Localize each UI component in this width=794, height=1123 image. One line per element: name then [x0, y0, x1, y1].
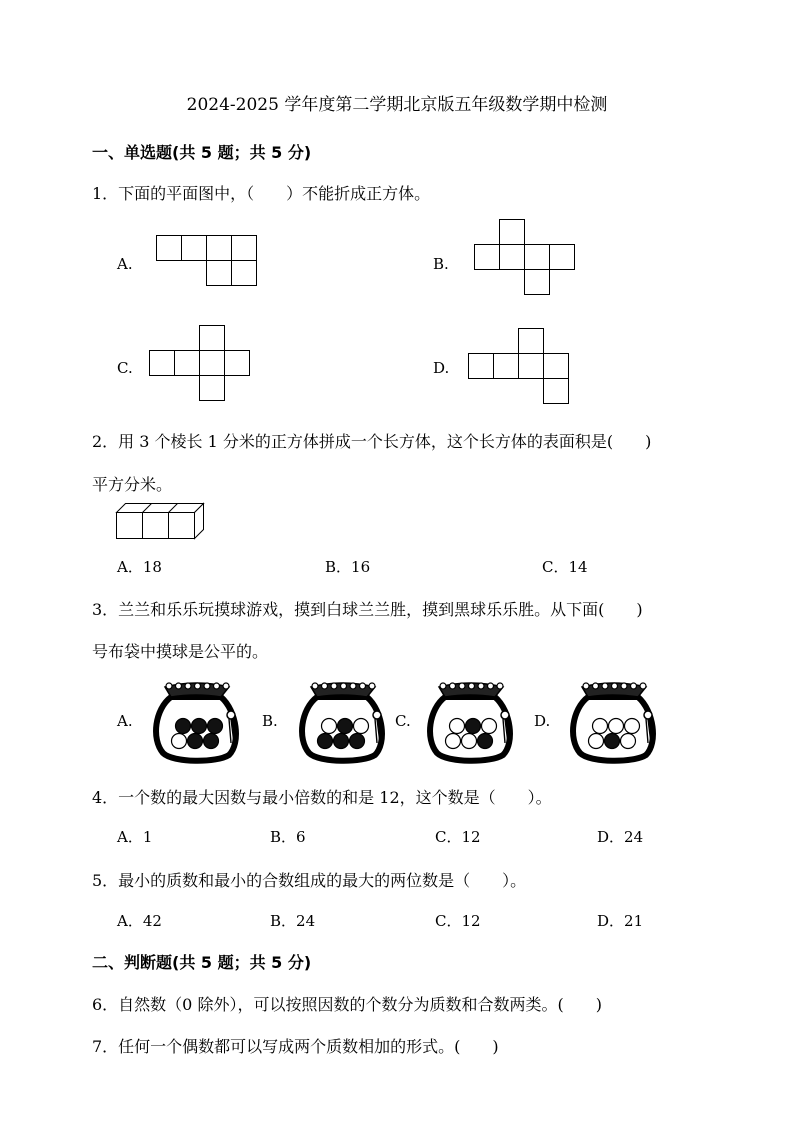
white-ball: [450, 719, 465, 734]
black-ball: [478, 734, 493, 749]
q1-net-c: [149, 325, 254, 405]
question-2-line2: 平方分米。: [92, 475, 173, 494]
q5-option-d: D．21: [597, 912, 644, 930]
black-ball: [334, 734, 349, 749]
black-ball: [192, 719, 207, 734]
q3-option-c-label: C.: [395, 712, 411, 730]
three-cubes-figure: [116, 503, 208, 539]
q1-option-b-label: B.: [433, 255, 449, 273]
q1-net-a: [156, 235, 261, 287]
q5-option-a: A．42: [117, 912, 162, 930]
ball-bag-a: [151, 681, 247, 763]
white-ball: [589, 734, 604, 749]
ball-bag-b: [297, 681, 393, 763]
white-ball: [322, 719, 337, 734]
white-ball: [354, 719, 369, 734]
page-title: 2024-2025 学年度第二学期北京版五年级数学期中检测: [186, 95, 608, 115]
q4-option-d: D．24: [597, 828, 644, 846]
q2-option-c: C．14: [542, 558, 588, 576]
white-ball: [446, 734, 461, 749]
question-7-text: 7．任何一个偶数都可以写成两个质数相加的形式。( ): [92, 1037, 499, 1056]
q3-option-d-label: D.: [534, 712, 551, 730]
black-ball: [188, 734, 203, 749]
q4-option-b: B．6: [270, 828, 306, 846]
section-heading-true-false: 二、判断题(共 5 题；共 5 分): [92, 953, 312, 972]
black-ball: [605, 734, 620, 749]
q1-net-b: [474, 219, 579, 299]
q1-option-c-label: C.: [117, 359, 133, 377]
black-ball: [208, 719, 223, 734]
black-ball: [318, 734, 333, 749]
q1-option-a-label: A.: [117, 255, 133, 273]
q4-option-a: A．1: [117, 828, 153, 846]
section-heading-single-choice: 一、单选题(共 5 题；共 5 分): [92, 143, 312, 162]
ball-bag-c: [425, 681, 521, 763]
q1-option-d-label: D.: [433, 359, 450, 377]
q1-net-d: [468, 328, 573, 408]
question-3-line2: 号布袋中摸球是公平的。: [92, 642, 269, 661]
question-3-line1: 3．兰兰和乐乐玩摸球游戏，摸到白球兰兰胜，摸到黑球乐乐胜。从下面( ): [92, 600, 643, 619]
black-ball: [350, 734, 365, 749]
q5-option-b: B．24: [270, 912, 316, 930]
white-ball: [621, 734, 636, 749]
white-ball: [482, 719, 497, 734]
question-6-text: 6．自然数（0 除外），可以按照因数的个数分为质数和合数两类。( ): [92, 995, 602, 1014]
q3-option-b-label: B.: [262, 712, 278, 730]
black-ball: [176, 719, 191, 734]
black-ball: [466, 719, 481, 734]
black-ball: [338, 719, 353, 734]
ball-bag-d: [568, 681, 664, 763]
question-5-text: 5．最小的质数和最小的合数组成的最大的两位数是（ ）。: [92, 871, 527, 890]
question-4-text: 4．一个数的最大因数与最小倍数的和是 12，这个数是（ ）。: [92, 788, 552, 807]
white-ball: [462, 734, 477, 749]
q4-option-c: C．12: [435, 828, 481, 846]
q3-option-a-label: A.: [117, 712, 133, 730]
white-ball: [593, 719, 608, 734]
white-ball: [625, 719, 640, 734]
q2-option-b: B．16: [325, 558, 371, 576]
black-ball: [204, 734, 219, 749]
question-2-line1: 2．用 3 个棱长 1 分米的正方体拼成一个长方体，这个长方体的表面积是( ): [92, 432, 652, 451]
question-1-text: 1．下面的平面图中，（ ）不能折成正方体。: [92, 184, 431, 203]
white-ball: [609, 719, 624, 734]
q5-option-c: C．12: [435, 912, 481, 930]
white-ball: [172, 734, 187, 749]
q2-option-a: A．18: [117, 558, 162, 576]
